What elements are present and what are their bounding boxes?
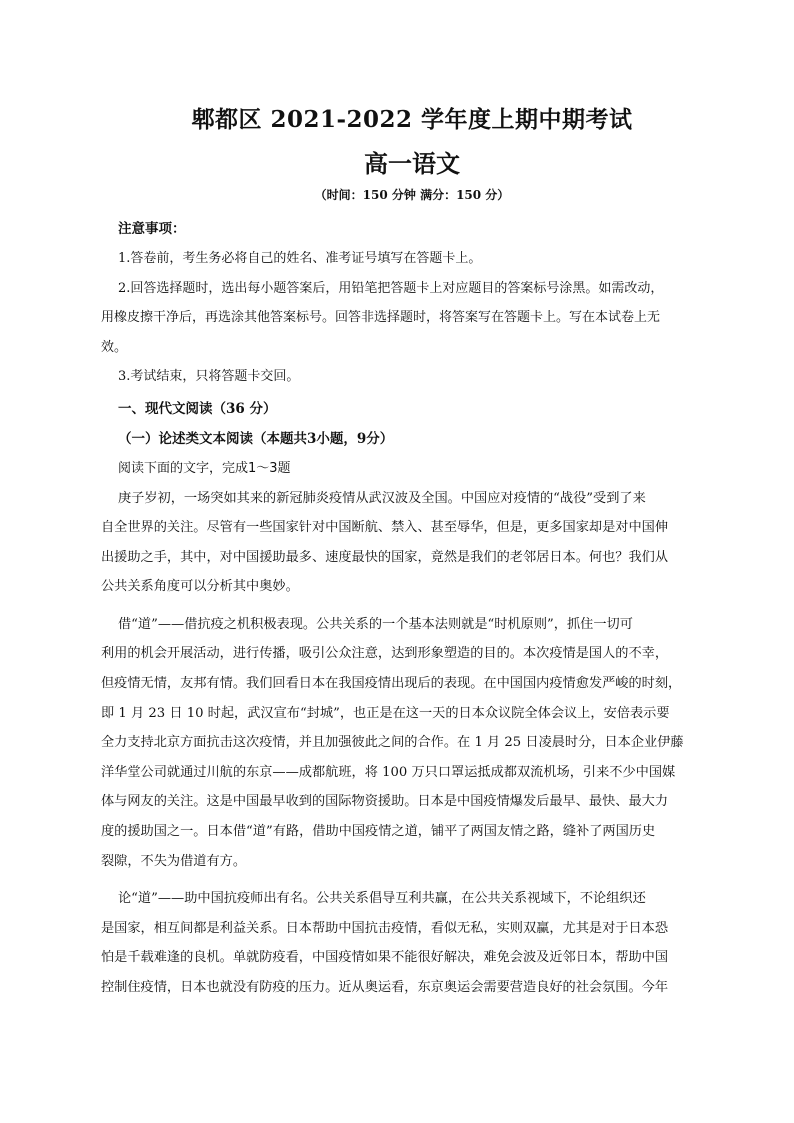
notice-item-2-end: 效。	[101, 339, 128, 355]
passage-paragraph-1	[101, 484, 710, 602]
passage-line: 公共关系角度可以分析其中奥妙。	[101, 579, 299, 595]
passage-line: 庚子岁初，一场突如其来的新冠肺炎疫情从武汉波及全国。中国应对疫情的“战役”受到了来	[118, 490, 646, 506]
passage-line: 裂隙，不失为借道有方。	[101, 853, 247, 869]
subsection-heading: （一）论述类文本阅读（本题共3小题，9分）	[118, 430, 394, 447]
passage-line: 是国家，相互间都是利益关系。日本帮助中国抗击疫情，看似无私，实则双赢，尤其是对于日本恐	[101, 920, 669, 936]
passage-line: 怕是千载难逢的良机。单就防疫看，中国疫情如果不能很好解决，难免会波及近邻日本，帮助中国	[101, 950, 669, 966]
reading-instruction: 阅读下面的文字，完成1～3题	[118, 460, 291, 476]
passage-line: 论“道”——助中国抗疫师出有名。公共关系倡导互利共赢，在公共关系视域下，不论组织还	[118, 891, 646, 907]
exam-subject: 高一语文	[364, 149, 460, 178]
passage-line: 借“道”——借抗疫之机积极表现。公共关系的一个基本法则就是“时机原则”，抓住一切可	[118, 616, 633, 632]
exam-body	[101, 214, 710, 1003]
passage-line: 全力支持北京方面抗击这次疫情，并且加强彼此之间的合作。在 1 月 25 日凌晨时分，日本企业伊藤	[101, 735, 684, 751]
passage-line: 体与网友的关注。这是中国最早收到的国际物资援助。日本是中国疫情爆发后最早、最快、最大力	[101, 794, 669, 810]
notice-item-2: 2.回答选择题时，选出每小题答案后，用铅笔把答题卡上对应题目的答案标号涂黑。如需改动，	[118, 280, 664, 296]
exam-title: 郫都区 2021-2022 学年度上期中期考试	[191, 106, 633, 133]
passage-line: 洋华堂公司就通过川航的东京——成都航班，将 100 万只口罩运抵成都双流机场，引来不少中国媒	[101, 764, 676, 780]
notice-item-2-cont: 用橡皮擦干净后，再选涂其他答案标号。回答非选择题时，将答案写在答题卡上。写在本试卷上无	[101, 310, 661, 325]
passage-paragraph-2	[101, 610, 710, 876]
passage-line: 利用的机会开展活动，进行传播，吸引公众注意，达到形象塑造的目的。本次疫情是国人的不幸，	[101, 646, 669, 662]
passage-line: 自全世界的关注。尽管有一些国家针对中国断航、禁入、甚至辱华，但是，更多国家却是对中国伸	[101, 520, 669, 536]
passage-line: 控制住疫情，日本也就没有防疫的压力。近从奥运看，东京奥运会需要营造良好的社会氛围。今年	[101, 980, 669, 995]
notice-item-3: 3.考试结束，只将答题卡交回。	[118, 369, 300, 384]
passage-line: 出援助之手，其中，对中国援助最多、速度最快的国家，竟然是我们的老邻居日本。何也？我们从	[101, 549, 669, 565]
section-heading: 一、现代文阅读（36 分）	[118, 400, 277, 417]
passage-line: 但疫情无情，友邦有情。我们回看日本在我国疫情出现后的表现。在中国国内疫情愈发严峻的时刻，	[101, 676, 682, 692]
passage-line: 度的援助国之一。日本借“道”有路，借助中国疫情之道，铺平了两国友情之路，缝补了两国历史	[101, 824, 656, 840]
notice-heading: 注意事项：	[118, 221, 186, 237]
passage-line: 即 1 月 23 日 10 时起，武汉宣布“封城”，也正是在这一天的日本众议院全体会议上，安倍表示要	[101, 705, 670, 721]
passage-paragraph-3	[101, 884, 710, 1002]
notice-item-1: 1.答卷前，考生务必将自己的姓名、准考证号填写在答题卡上。	[118, 251, 482, 266]
exam-time-score: （时间：150 分钟 满分：150 分）	[314, 188, 510, 202]
